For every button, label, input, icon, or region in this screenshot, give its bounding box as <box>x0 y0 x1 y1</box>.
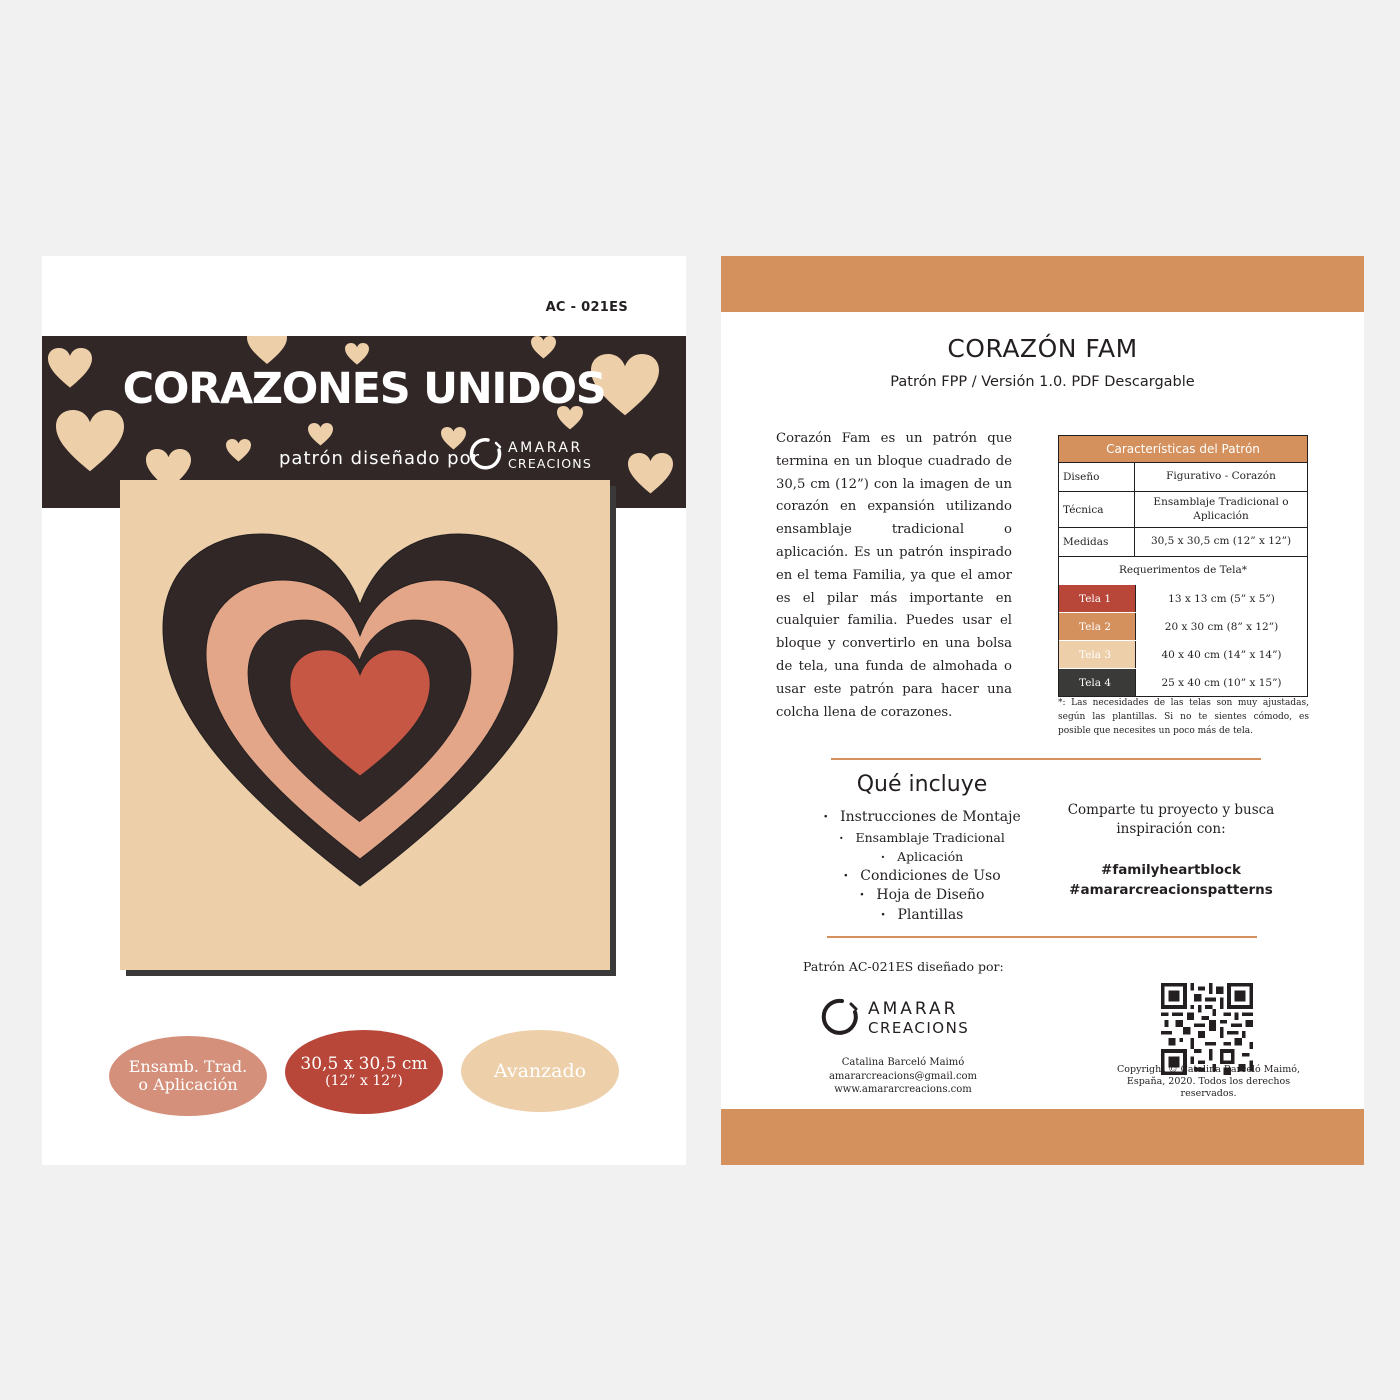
divider <box>827 936 1257 938</box>
bottom-accent-bar <box>721 1109 1364 1165</box>
table-row: Técnica Ensamblaje Tradicional o Aplicación <box>1059 491 1307 527</box>
list-item: · Condiciones de Uso <box>843 867 1001 884</box>
designer-name: Catalina Barceló Maimó <box>841 1057 965 1068</box>
hashtag: #amararcreacionspatterns <box>1069 882 1273 898</box>
pattern-code: AC - 021ES <box>545 300 628 315</box>
fabric-row: Tela 3 40 x 40 cm (14” x 14”) <box>1059 640 1307 668</box>
pattern-title: CORAZONES UNIDOS <box>122 364 606 414</box>
fabric-row: Tela 1 13 x 13 cm (5” x 5”) <box>1059 584 1307 612</box>
top-accent-bar <box>721 256 1364 312</box>
pattern-subtitle: Patrón FPP / Versión 1.0. PDF Descargable <box>890 374 1195 390</box>
designed-by-text: Patrón AC-021ES diseñado por: <box>803 959 1004 974</box>
email-link[interactable]: amararcreacions@gmail.com <box>828 1070 978 1082</box>
share-text: Comparte tu proyecto y busca inspiración con: <box>1067 802 1275 837</box>
table-row: Diseño Figurativo - Corazón <box>1059 462 1307 491</box>
quilt-block <box>120 480 610 970</box>
includes-list <box>813 808 1031 925</box>
list-item: · Hoja de Diseño <box>859 887 985 903</box>
fabric-row: Tela 4 25 x 40 cm (10” x 15”) <box>1059 668 1307 696</box>
list-item: · Plantillas <box>880 906 964 923</box>
brand-logo <box>466 434 596 478</box>
logo-line1: AMARAR <box>508 440 583 456</box>
logo-line2: CREACIONS <box>868 1019 970 1037</box>
table-row: Medidas 30,5 x 30,5 cm (12” x 12”) <box>1059 527 1307 556</box>
divider <box>831 758 1261 760</box>
list-item: · Aplicación <box>880 849 964 864</box>
enso-icon <box>824 1001 856 1033</box>
logo-line2: CREACIONS <box>508 456 592 471</box>
list-item: · Instrucciones de Montaje <box>823 809 1021 825</box>
pattern-name: CORAZÓN FAM <box>947 334 1138 363</box>
includes-title: Qué incluye <box>856 772 988 797</box>
heart-design <box>120 480 610 970</box>
qr-code-icon[interactable] <box>1161 983 1253 1075</box>
pattern-features-table <box>1058 435 1308 697</box>
table-header: Características del Patrón <box>1059 436 1307 462</box>
website-link[interactable]: www.amararcreacions.com <box>834 1084 972 1095</box>
fabric-row: Tela 2 20 x 30 cm (8” x 12”) <box>1059 612 1307 640</box>
hashtags <box>1051 860 1291 900</box>
designed-by-label: patrón diseñado por <box>279 448 480 469</box>
enso-icon <box>472 440 500 468</box>
logo-line1: AMARAR <box>868 999 959 1019</box>
contact-info <box>803 1056 1003 1097</box>
pattern-description: Corazón Fam es un patrón que termina en un bloque cuadrado de 30,5 cm (12”) con la imagen de un corazón en expansión utilizando ensamblaje tradicional o aplicación. Es un patrón inspirado en el tema Familia, ya que el amor es el pilar más importante en cualquier familia. Puedes usar el bloque y convertirlo en una bolsa de tela, una funda de almohada o usar este patrón para hacer una colcha llena de corazones. <box>776 431 1012 720</box>
fabric-note: *: Las necesidades de las telas son muy ajustadas, según las plantillas. Si no te sientes cómodo, es posible que necesites un poco más de tela. <box>1058 698 1309 736</box>
copyright-text: Copyright © Catalina Barceló Maimó, España, 2020. Todos los derechos reservados. <box>1117 1064 1300 1099</box>
brand-logo <box>818 994 988 1042</box>
list-item: · Ensamblaje Tradicional <box>839 829 1005 845</box>
size-badge: 30,5 x 30,5 cm (12” x 12”) <box>285 1030 443 1114</box>
back-cover-page <box>721 256 1364 1165</box>
technique-badge: Ensamb. Trad. o Aplicación <box>109 1036 267 1116</box>
front-cover-page <box>42 256 686 1165</box>
level-badge: Avanzado <box>461 1030 619 1112</box>
fabric-requirements-header: Requerimentos de Tela* <box>1059 556 1307 584</box>
hashtag: #familyheartblock <box>1101 862 1241 878</box>
